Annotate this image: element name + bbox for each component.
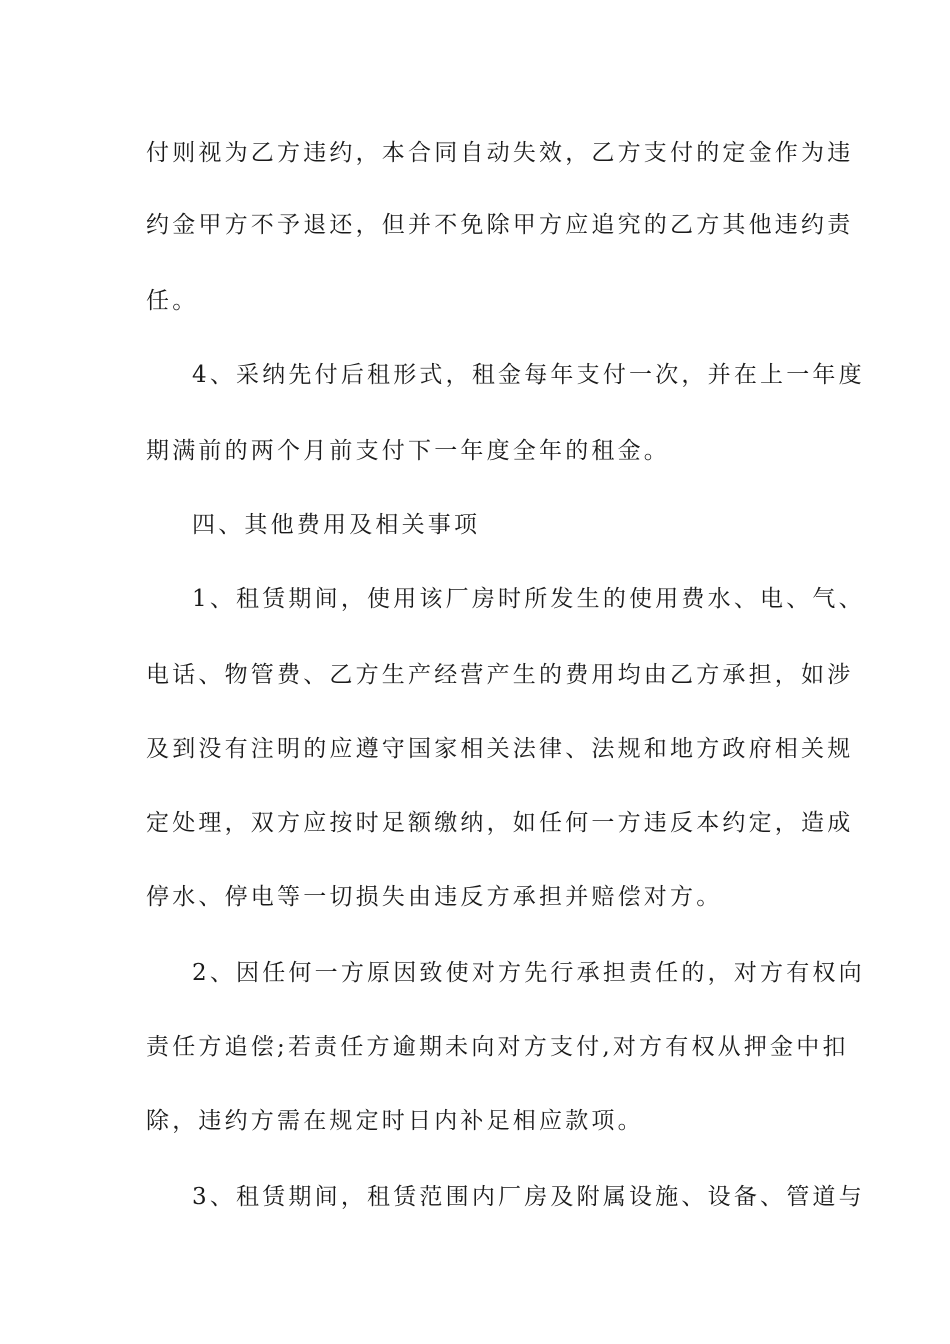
paragraph-start-line: 3、租赁期间，租赁范围内厂房及附属设施、设备、管道与 <box>192 1184 865 1210</box>
text-line: 任。 <box>146 288 199 314</box>
text-line: 停水、停电等一切损失由违反方承担并赔偿对方。 <box>146 884 723 910</box>
paragraph-start-line: 2、因任何一方原因致使对方先行承担责任的，对方有权向 <box>192 960 865 986</box>
section-heading: 四、其他费用及相关事项 <box>192 512 481 538</box>
text-line: 定处理，双方应按时足额缴纳，如任何一方违反本约定，造成 <box>146 810 854 836</box>
text-line: 付则视为乙方违约，本合同自动失效，乙方支付的定金作为违 <box>146 140 854 166</box>
text-line: 期满前的两个月前支付下一年度全年的租金。 <box>146 438 670 464</box>
text-line: 责任方追偿;若责任方逾期未向对方支付,对方有权从押金中扣 <box>146 1034 849 1060</box>
text-line: 约金甲方不予退还，但并不免除甲方应追究的乙方其他违约责 <box>146 212 854 238</box>
text-line: 电话、物管费、乙方生产经营产生的费用均由乙方承担，如涉 <box>146 662 854 688</box>
text-line: 除，违约方需在规定时日内补足相应款项。 <box>146 1108 644 1134</box>
paragraph-start-line: 4、采纳先付后租形式，租金每年支付一次，并在上一年度 <box>192 362 865 388</box>
text-line: 及到没有注明的应遵守国家相关法律、法规和地方政府相关规 <box>146 736 854 762</box>
paragraph-start-line: 1、租赁期间，使用该厂房时所发生的使用费水、电、气、 <box>192 586 865 612</box>
